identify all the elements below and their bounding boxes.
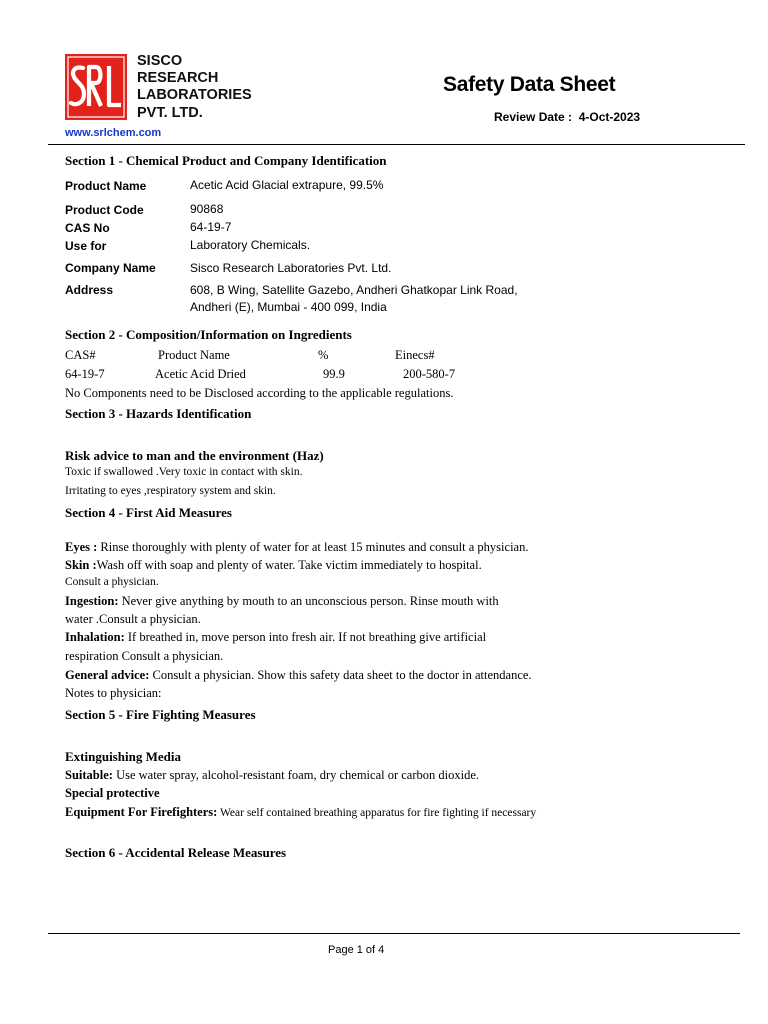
use-for-value: Laboratory Chemicals. [190, 238, 311, 252]
company-name-value: Sisco Research Laboratories Pvt. Ltd. [190, 261, 392, 275]
review-date [494, 110, 640, 124]
eyes-label: Eyes : [65, 540, 98, 554]
page-number: Page 1 of 4 [328, 944, 385, 956]
review-date-value: 4-Oct-2023 [578, 110, 641, 124]
company-name-line-4: PVT. LTD. [137, 105, 203, 121]
section-2-heading: Section 2 - Composition/Information on Ingredients [65, 327, 352, 342]
section-5-heading: Section 5 - Fire Fighting Measures [65, 707, 256, 722]
review-date-label: Review Date : [494, 110, 573, 124]
general-advice [65, 668, 532, 683]
product-name-value: Acetic Acid Glacial extrapure, 99.5% [190, 178, 384, 192]
product-code-value: 90868 [190, 202, 224, 216]
company-website-link[interactable]: www.srlchem.com [65, 127, 162, 139]
srl-logo-mark [65, 54, 127, 120]
col-product-name-header: Product Name [158, 348, 230, 362]
skin-text: Wash off with soap and plenty of water. Take victim immediately to hospital. [96, 558, 482, 572]
equipment-label: Equipment For Firefighters: [65, 805, 218, 819]
inhalation-advice [65, 630, 486, 645]
company-name-line-1: SISCO [137, 53, 183, 69]
ingestion-advice [65, 594, 499, 609]
skin-label: Skin : [65, 558, 97, 572]
equipment-firefighters [65, 805, 536, 820]
col-einecs-header: Einecs# [395, 348, 435, 362]
ingredient-percent: 99.9 [323, 367, 345, 381]
components-note: No Components need to be Disclosed according to the applicable regulations. [65, 386, 454, 400]
general-advice-text: Consult a physician. Show this safety data sheet to the doctor in attendance. [149, 668, 532, 682]
cas-no-label: CAS No [65, 221, 110, 235]
section-6-heading: Section 6 - Accidental Release Measures [65, 845, 287, 860]
ingestion-text: Never give anything by mouth to an unconscious person. Rinse mouth with [118, 594, 499, 608]
general-advice-label: General advice: [65, 668, 150, 682]
address-line-1: 608, B Wing, Satellite Gazebo, Andheri Ghatkopar Link Road, [190, 283, 518, 297]
section-4-heading: Section 4 - First Aid Measures [65, 505, 232, 520]
ingestion-label: Ingestion: [65, 594, 119, 608]
risk-advice-heading: Risk advice to man and the environment (Haz) [65, 448, 324, 463]
equipment-text: Wear self contained breathing apparatus for fire fighting if necessary [217, 807, 537, 819]
ingredient-name: Acetic Acid Dried [155, 367, 246, 381]
ingredient-cas: 64-19-7 [65, 367, 105, 381]
inhalation-text: If breathed in, move person into fresh air. If not breathing give artificial [124, 630, 487, 644]
eyes-text: Rinse thoroughly with plenty of water for at least 15 minutes and consult a physician. [97, 540, 529, 554]
ingestion-text-line-2: water .Consult a physician. [65, 612, 201, 626]
inhalation-label: Inhalation: [65, 630, 125, 644]
col-percent-header: % [318, 348, 329, 362]
hazard-line-2: Irritating to eyes ,respiratory system and skin. [65, 485, 276, 497]
product-code-label: Product Code [65, 203, 144, 217]
header-divider [48, 144, 745, 145]
document-title: Safety Data Sheet [443, 73, 616, 96]
section-1-heading: Section 1 - Chemical Product and Company Identification [65, 153, 387, 168]
address-label: Address [65, 283, 114, 297]
hazard-line-1: Toxic if swallowed .Very toxic in contact with skin. [65, 466, 303, 478]
company-name-label: Company Name [65, 261, 156, 275]
address-line-2: Andheri (E), Mumbai - 400 099, India [190, 300, 387, 314]
skin-advice [65, 558, 482, 573]
company-name-line-3: LABORATORIES [137, 87, 252, 103]
special-protective-label: Special protective [65, 786, 160, 800]
section-3-heading: Section 3 - Hazards Identification [65, 406, 252, 421]
footer-divider [48, 933, 740, 934]
company-logo [65, 54, 127, 120]
cas-no-value: 64-19-7 [190, 220, 232, 234]
product-name-label: Product Name [65, 179, 147, 193]
ingredient-einecs: 200-580-7 [403, 367, 456, 381]
eyes-advice [65, 540, 528, 555]
suitable-text: Use water spray, alcohol-resistant foam, dry chemical or carbon dioxide. [112, 768, 480, 782]
col-cas-header: CAS# [65, 348, 96, 362]
company-name-line-2: RESEARCH [137, 70, 219, 86]
suitable-label: Suitable: [65, 768, 113, 782]
use-for-label: Use for [65, 239, 107, 253]
inhalation-text-line-2: respiration Consult a physician. [65, 649, 224, 663]
notes-to-physician: Notes to physician: [65, 686, 162, 700]
extinguishing-media-heading: Extinguishing Media [65, 749, 181, 764]
suitable-media [65, 768, 479, 783]
skin-text-line-2: Consult a physician. [65, 576, 159, 588]
